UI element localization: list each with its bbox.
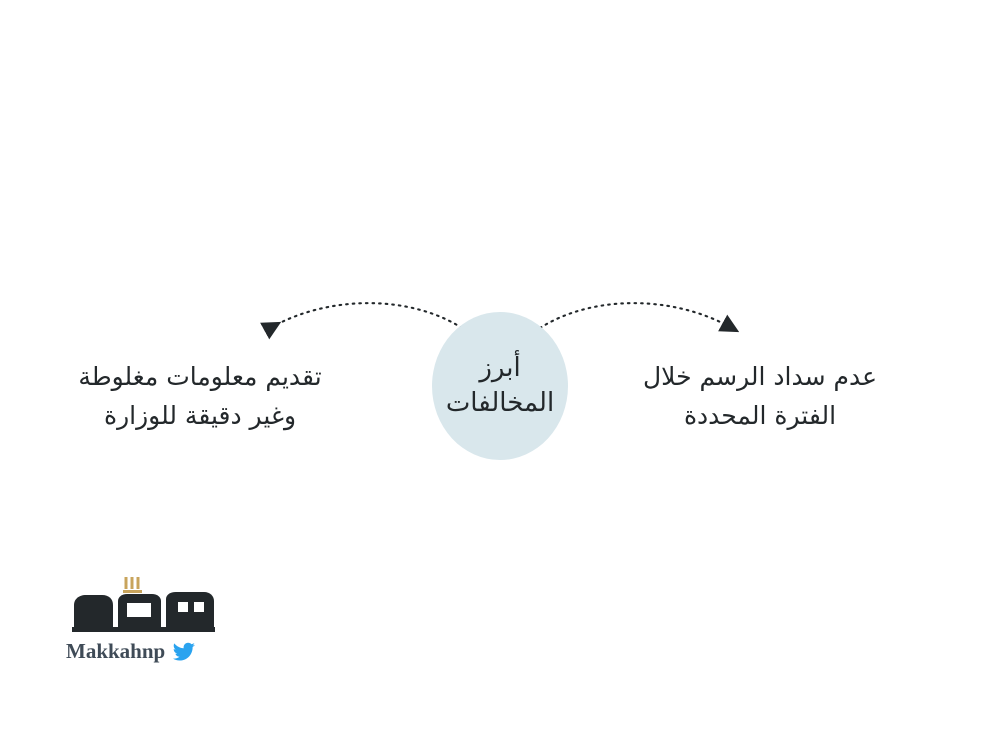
branch-left-label-line-1: تقديم معلومات مغلوطة xyxy=(78,362,322,391)
branch-right-label-line-2: الفترة المحددة xyxy=(683,400,837,430)
branch-left-label-line-2: وغير دقيقة للوزارة xyxy=(103,400,297,430)
twitter-bird-icon xyxy=(172,640,196,664)
makkah-logo-icon xyxy=(66,575,218,637)
branch-right-label-line-1: عدم سداد الرسم خلال xyxy=(643,362,877,391)
social-handle-text: Makkahnp xyxy=(66,639,166,663)
center-node-label-line-2: المخالفات xyxy=(445,388,555,418)
curved-dotted-arrow-left-icon xyxy=(272,303,462,328)
social-handle[interactable] xyxy=(66,639,196,664)
center-node-label-line-1: أبرز xyxy=(479,352,521,383)
branch-node-left xyxy=(20,358,380,436)
curved-dotted-arrow-right-icon xyxy=(540,303,730,328)
branding-block xyxy=(58,575,248,670)
branch-node-right xyxy=(640,358,880,436)
center-node xyxy=(432,312,568,460)
